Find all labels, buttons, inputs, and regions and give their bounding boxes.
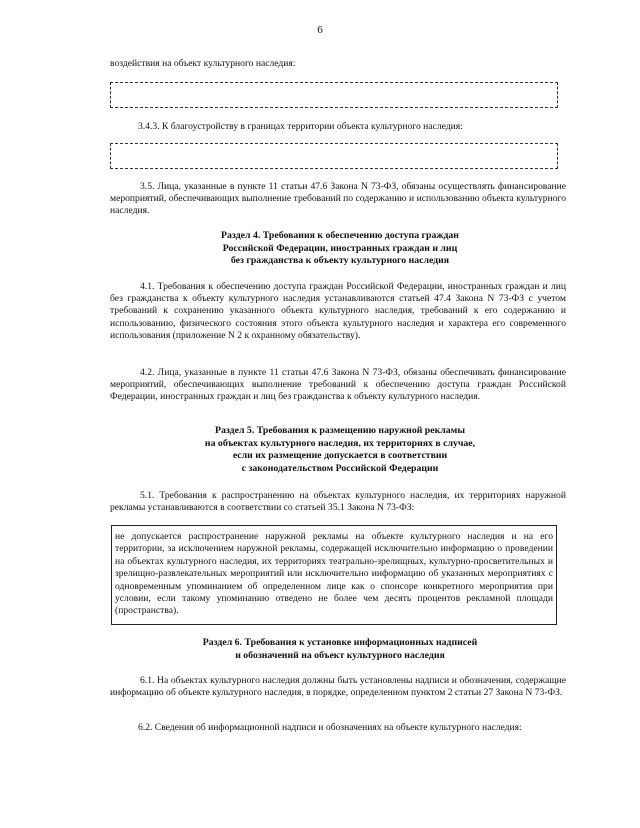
section-6-paragraph-6-1: 6.1. На объектах культурного наследия должны быть установлены надписи и обозначения, содержащие информацию об объекте культурного наследия, в порядке, определенном пунктом 2 статьи 27 Закона N 73-ФЗ. xyxy=(110,675,566,699)
section-6-paragraph-6-2: 6.2. Сведения об информационной надписи и обозначениях на объекте культурного наследия: xyxy=(138,722,522,733)
empty-field-box-landscaping[interactable] xyxy=(110,143,558,169)
section-5-heading-line: Раздел 5. Требования к размещению наружной рекламы xyxy=(215,425,465,436)
item-3-4-3: 3.4.3. К благоустройству в границах территории объекта культурного наследия: xyxy=(138,121,463,132)
section-6-heading xyxy=(150,637,530,662)
advertising-requirements-box xyxy=(111,525,557,625)
section-4-heading xyxy=(150,230,530,268)
section-5-heading-line: если их размещение допускается в соответствии xyxy=(232,450,448,462)
impact-line: воздействия на объект культурного наследия: xyxy=(110,58,296,69)
section-4-heading-line: Раздел 4. Требования к обеспечению доступа граждан xyxy=(221,230,459,241)
advertising-requirements-text: не допускается распространение наружной рекламы на объекте культурного наследия и на его территории, за исключением наружной рекламы, содержащей исключительно информацию о проведении на объектах культурного наследия, их территориях театрально-зрелищных, культурно-просветительных и зрелищно-развлекательных мероприятий или исключительно информацию об указанных мероприятиях с одновременным упоминанием об определенном лице как о спонсоре конкретного мероприятия при условии, если такому упоминанию отведено не более чем десять процентов рекламной площади (пространства). xyxy=(115,531,553,617)
section-6-heading-line: Раздел 6. Требования к установке информационных надписей xyxy=(202,637,478,648)
section-4-paragraph-4-1: 4.1. Требования к обеспечению доступа граждан Российской Федерации, иностранных граждан и лиц без гражданства к объекту культурного наследия устанавливаются статьей 47.4 Закона N 73-ФЗ с учетом требований к сохранению указанного объекта культурного наследия, требований к его содержанию и использованию, физического состояния этого объекта культурного наследия и характера его современного использования (приложение N 2 к охранному обязательству). xyxy=(110,281,566,341)
empty-field-box-impact[interactable] xyxy=(110,82,558,108)
item-3-5: 3.5. Лица, указанные в пункте 11 статьи 47.6 Закона N 73-ФЗ, обязаны осуществлять финансирование мероприятий, обеспечивающих выполнение требований по содержанию и использованию объекта культурного наследия. xyxy=(110,181,566,217)
section-5-heading-line: с законодательством Российской Федерации xyxy=(241,462,439,474)
section-5-heading-line: на объектах культурного наследия, их территориях в случае, xyxy=(204,437,476,449)
section-4-paragraph-4-2: 4.2. Лица, указанные в пункте 11 статьи 47.6 Закона N 73-ФЗ, обязаны обеспечивать финансирование мероприятий, обеспечивающих выполнение требований к обеспечению доступа граждан Российской Федерации, иностранных граждан и лиц без гражданства к объекту культурного наследия. xyxy=(110,367,566,403)
page-number: 6 xyxy=(317,24,323,36)
section-5-paragraph-5-1: 5.1. Требования к распространению на объектах культурного наследия, их территориях наружной рекламы устанавливаются в соответствии со статьей 35.1 Закона N 73-ФЗ: xyxy=(110,490,566,514)
section-6-heading-line: и обозначений на объект культурного наследия xyxy=(235,649,445,661)
section-4-heading-line: Российской Федерации, иностранных граждан и лиц xyxy=(222,242,458,254)
section-5-heading xyxy=(150,425,530,475)
section-4-heading-line: без гражданства к объекту культурного наследия xyxy=(230,255,450,267)
